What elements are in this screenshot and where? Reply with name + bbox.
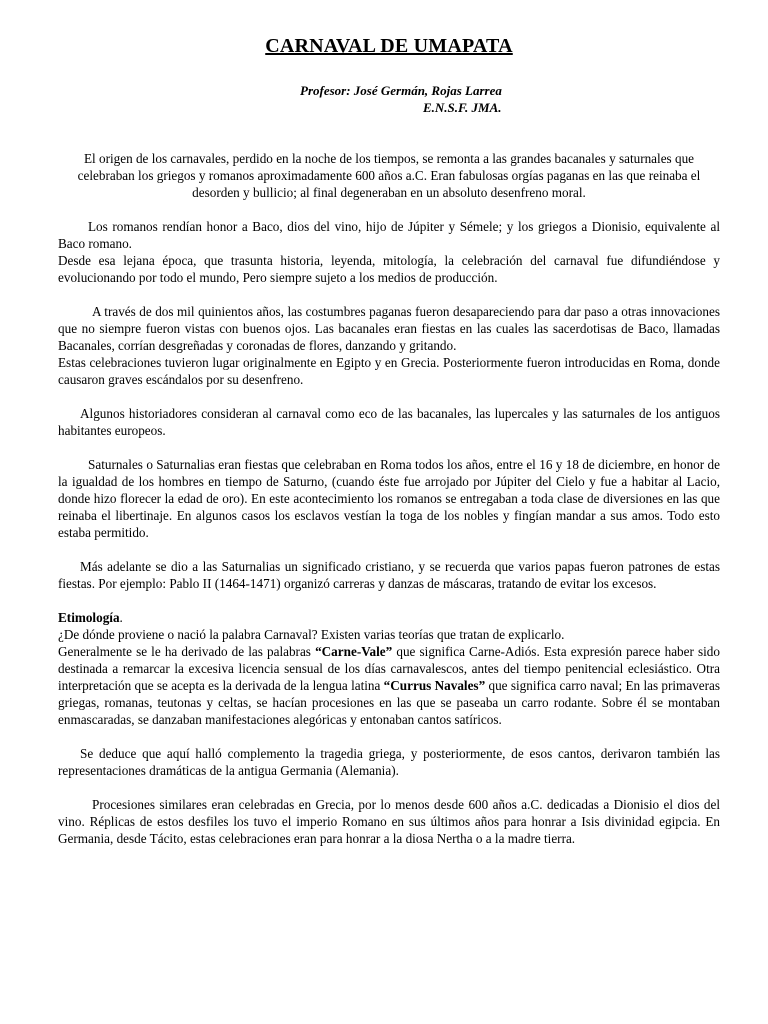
- etymology-heading: Etimología: [58, 610, 120, 625]
- paragraph-evolution: Desde esa lejana época, que trasunta historia, leyenda, mitología, la celebración del carnaval fue difundiéndose y evolucionando por todo el mundo, Pero siempre sujeto a los medios de producción.: [58, 253, 720, 285]
- etymology-heading-line: [58, 609, 720, 626]
- etymology-text-1: Generalmente se le ha derivado de las palabras: [58, 644, 316, 659]
- paragraph-christian-meaning: Más adelante se dio a las Saturnalias un significado cristiano, y se recuerda que varios papas fueron patrones de estas fiestas. Por ejemplo: Pablo II (1464-1471) organizó carreras y danzas de máscaras, tratando de evitar los excesos.: [58, 559, 720, 591]
- paragraph-romans: Los romanos rendían honor a Baco, dios del vino, hijo de Júpiter y Sémele; y los griegos a Dionisio, equivalente al Baco romano.: [58, 219, 720, 251]
- etymology-text-3: que significa carro naval; En las primaveras griegas, romanas, teutonas y celtas, se hacían procesiones en las que se paseaba un carro rodante. Sobre él se montaban enmascaradas, se danzaban manifestaciones alegóricas y entonaban cantos satíricos.: [58, 678, 720, 727]
- paragraph-processions: Procesiones similares eran celebradas en Grecia, por lo menos desde 600 años a.C. dedicadas a Dionisio el dios del vino. Réplicas de estos desfiles los tuvo el imperio Romano en sus últimos años para honrar a Isis divinidad egipcia. En Germania, desde Tácito, estas celebraciones eran para honrar a la diosa Nertha o a la madre tierra.: [58, 797, 720, 846]
- paragraph-bacchanals: A través de dos mil quinientos años, las costumbres paganas fueron desapareciendo para dar paso a otras innovaciones que no siempre fueron vistas con buenos ojos. Las bacanales eran fiestas en las cuales las sacerdotisas de Baco, llamadas Bacanales, corrían desgreñadas y coronadas de flores, danzando y gritando.: [58, 304, 720, 353]
- term-currus-navales: “Currus Navales”: [383, 678, 486, 693]
- school-line: E.N.S.F. JMA.: [423, 100, 502, 115]
- etymology-question: ¿De dónde proviene o nació la palabra Carnaval? Existen varias teorías que tratan de explicarlo.: [58, 627, 565, 642]
- paragraph-historians: Algunos historiadores consideran al carnaval como eco de las bacanales, las lupercales y las saturnales de los antiguos habitantes europeos.: [58, 406, 720, 438]
- etymology-text-2: que significa Carne-Adiós. Esta expresión parece haber sido destinada a remarcar la excesiva licencia sensual de los días carnavalescos, antes del tiempo penitencial eclesiástico. Otra interpretación que se acepta es la derivada de la lengua latina: [58, 644, 720, 693]
- document-title: CARNAVAL DE UMAPATA: [265, 35, 513, 57]
- paragraph-greek-tragedy: Se deduce que aquí halló complemento la tragedia griega, y posteriormente, de esos cantos, derivaron también las representaciones dramáticas de la antigua Germania (Alemania).: [58, 746, 720, 778]
- paragraph-saturnalia: Saturnales o Saturnalias eran fiestas que celebraban en Roma todos los años, entre el 16 y 18 de diciembre, en honor de la igualdad de los hombres en tiempo de Saturno, (cuando éste fue arrojado por Júpiter del Cielo y fue a habitar al Lacio, donde hizo florecer la edad de oro). En este acontecimiento los romanos se entregaban a toda clase de diversiones en las que reinaba el libertinaje. En algunos casos los esclavos vestían la toga de los nobles y fingían mandar a sus amos. Todo esto estaba permitido.: [58, 457, 720, 540]
- paragraph-origin: El origen de los carnavales, perdido en la noche de los tiempos, se remonta a las grandes bacanales y saturnales que celebraban los griegos y romanos aproximadamente 600 años a.C. Eran fabulosas orgías paganas en las que reinaba el desorden y bullicio; al final degeneraban en un absoluto desenfreno moral.: [77, 151, 701, 200]
- term-carne-vale: “Carne-Vale”: [315, 644, 393, 659]
- etymology-heading-dot: .: [119, 610, 123, 625]
- author-line: Profesor: José Germán, Rojas Larrea: [300, 83, 502, 98]
- document-body: [58, 150, 720, 847]
- document-page: [58, 0, 720, 1024]
- paragraph-egypt-greece: Estas celebraciones tuvieron lugar originalmente en Egipto y en Grecia. Posteriormente fueron introducidas en Roma, donde causaron graves escándalos por su desenfreno.: [58, 355, 720, 387]
- paragraph-etymology: [58, 643, 720, 728]
